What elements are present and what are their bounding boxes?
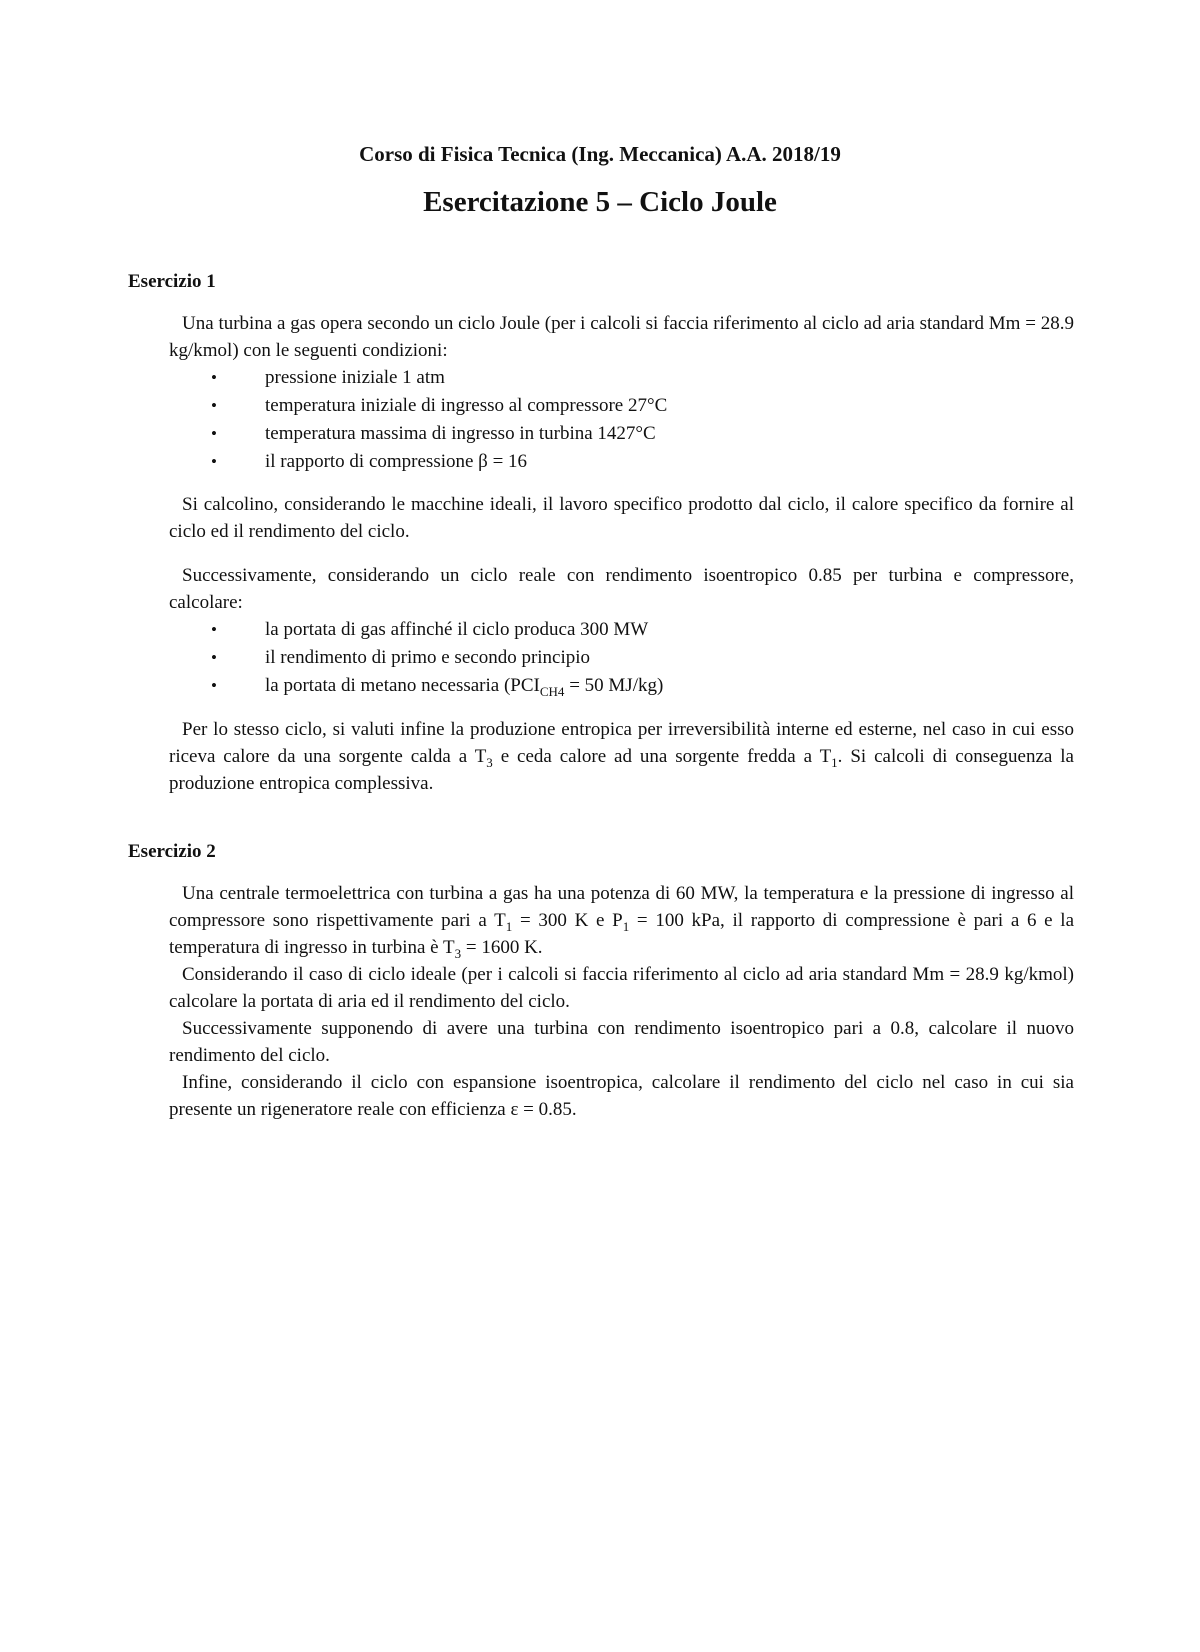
exercise-2-paragraph-3: Successivamente supponendo di avere una turbina con rendimento isoentropico pari a 0.8, calcolare il nuovo rendimento del ciclo. bbox=[169, 1018, 1074, 1066]
exercise-set-title: Esercitazione 5 – Ciclo Joule bbox=[423, 186, 777, 218]
list-item: • temperatura iniziale di ingresso al compressore 27°C bbox=[169, 392, 667, 420]
list-item: • la portata di metano necessaria ($PCI_{CH4} = 50$ MJ/kg) bbox=[169, 672, 663, 700]
exercise-2-paragraph-4: Infine, considerando il ciclo con espansione isoentropica, calcolare il rendimento del ciclo nel caso in cui sia presente un rigeneratore reale con efficienza ε = 0.85. bbox=[169, 1072, 1074, 1120]
bullet-icon: • bbox=[211, 648, 217, 667]
exercise-1-task-ideal: Si calcolino, considerando le macchine ideali, il lavoro specifico prodotto dal ciclo, il calore specifico da fornire al ciclo ed il rendimento del ciclo. bbox=[169, 494, 1074, 542]
list-item: • il rendimento di primo e secondo principio bbox=[169, 644, 663, 672]
bullet-icon: • bbox=[211, 452, 217, 471]
exercise-1-real-list bbox=[169, 616, 663, 700]
exercise-2-paragraph-1: Una centrale termoelettrica con turbina a gas ha una potenza di 60 MW, la temperatura e la pressione di ingresso al compressore sono rispettivamente pari a $T_1 = 300$ K e $P_1 = 100$ kPa, il rapporto di compressione è pari a 6 e la temperatura di ingresso in turbina è $T_3 = 1600$ K. bbox=[169, 883, 1074, 961]
list-item: • il rapporto di compressione β = 16 bbox=[169, 448, 667, 476]
exercise-1-task-real-intro: Successivamente, considerando un ciclo reale con rendimento isoentropico 0.85 per turbina e compressore, calcolare: bbox=[169, 565, 1074, 613]
exercise-1-intro-text: Una turbina a gas opera secondo un ciclo Joule (per i calcoli si faccia riferimento al ciclo ad aria standard Mm = 28.9 kg/kmol) con le seguenti condizioni: bbox=[169, 313, 1074, 361]
bullet-icon: • bbox=[211, 676, 217, 695]
course-title: Corso di Fisica Tecnica (Ing. Meccanica) A.A. 2018/19 bbox=[359, 142, 841, 166]
bullet-icon: • bbox=[211, 424, 217, 443]
exercise-1-conditions-list bbox=[169, 364, 667, 476]
exercise-1-intro bbox=[169, 310, 1074, 364]
list-item: • pressione iniziale 1 atm bbox=[169, 364, 667, 392]
exercise-2-paragraph-2: Considerando il caso di ciclo ideale (per i calcoli si faccia riferimento al ciclo ad aria standard Mm = 28.9 kg/kmol) calcolare la portata di aria ed il rendimento del ciclo. bbox=[169, 964, 1074, 1012]
exercise-1-task-entropy: Per lo stesso ciclo, si valuti infine la produzione entropica per irreversibilità interne ed esterne, nel caso in cui esso riceva calore da una sorgente calda a $T_3$ e ceda calore ad una sorgente fredda a $T_1$. Si calcoli di conseguenza la produzione entropica complessiva. bbox=[169, 719, 1074, 794]
bullet-icon: • bbox=[211, 368, 217, 387]
list-item: • la portata di gas affinché il ciclo produca 300 MW bbox=[169, 616, 663, 644]
bullet-icon: • bbox=[211, 620, 217, 639]
list-item: • temperatura massima di ingresso in turbina 1427°C bbox=[169, 420, 667, 448]
bullet-icon: • bbox=[211, 396, 217, 415]
exercise-2-heading: Esercizio 2 bbox=[128, 841, 216, 862]
exercise-1-heading: Esercizio 1 bbox=[128, 271, 216, 292]
